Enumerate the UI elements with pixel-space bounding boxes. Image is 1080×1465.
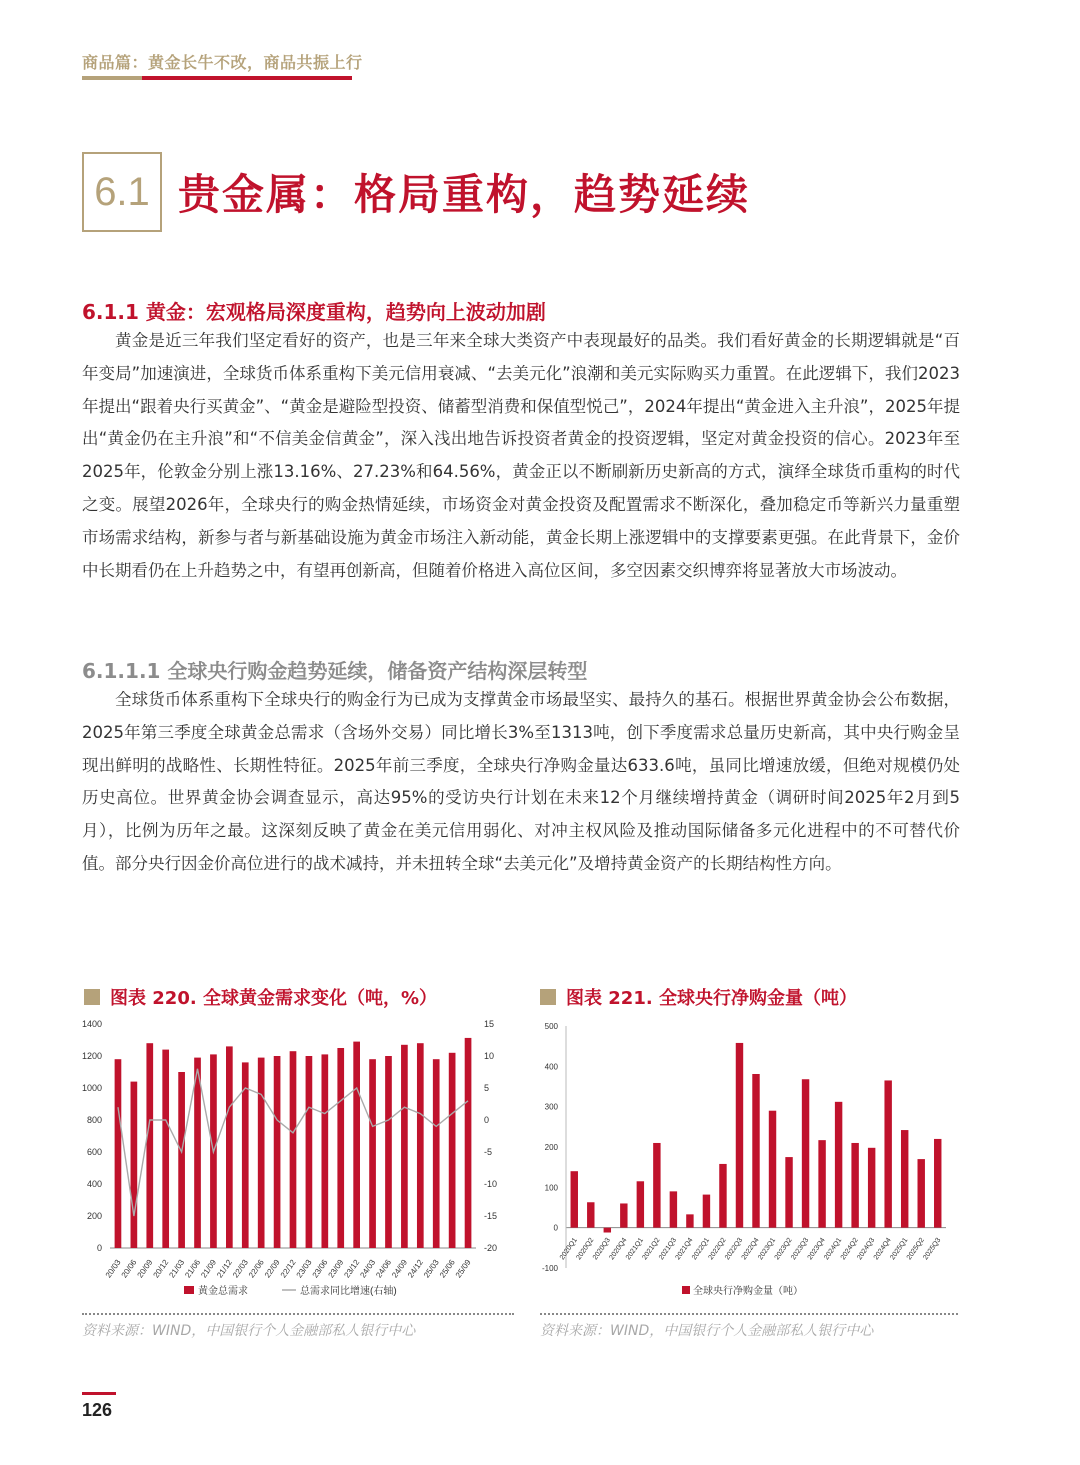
running-header: 商品篇：黄金长牛不改，商品共振上行 bbox=[82, 53, 363, 72]
bar bbox=[369, 1059, 376, 1248]
x-tick-label: 21/09 bbox=[199, 1257, 219, 1280]
x-tick-label: 25/09 bbox=[453, 1257, 473, 1280]
x-tick-label: 2020Q4 bbox=[608, 1236, 629, 1262]
y-left-tick-label: 1400 bbox=[81, 1019, 102, 1029]
chart-220-title bbox=[84, 984, 437, 1010]
divider bbox=[540, 1313, 958, 1315]
x-tick-label: 23/09 bbox=[326, 1257, 346, 1280]
bar bbox=[401, 1045, 408, 1248]
bar bbox=[637, 1181, 644, 1227]
x-tick-label: 23/12 bbox=[342, 1257, 362, 1280]
y-right-tick-label: 0 bbox=[484, 1115, 490, 1125]
bar bbox=[802, 1079, 809, 1227]
y-left-tick-label: 200 bbox=[86, 1211, 102, 1221]
bar bbox=[769, 1111, 776, 1228]
x-tick-label: 2025Q2 bbox=[905, 1236, 926, 1262]
page-number-rule bbox=[82, 1392, 116, 1395]
x-tick-label: 24/12 bbox=[406, 1257, 425, 1280]
x-tick-label: 20/06 bbox=[119, 1257, 139, 1280]
subsection-heading: 6.1.1.1 全球央行购金趋势延续，储备资产结构深层转型 bbox=[82, 659, 588, 683]
bar bbox=[353, 1042, 360, 1248]
x-tick-label: 2021Q1 bbox=[624, 1236, 645, 1262]
x-tick-label: 2022Q2 bbox=[707, 1236, 728, 1262]
x-tick-label: 2024Q4 bbox=[872, 1236, 893, 1262]
header-rule-gold bbox=[82, 76, 142, 80]
y-left-tick-label: 600 bbox=[86, 1147, 102, 1157]
bar bbox=[587, 1202, 594, 1227]
x-tick-label: 2022Q4 bbox=[740, 1236, 761, 1262]
x-tick-label: 2020Q2 bbox=[575, 1236, 596, 1262]
bar bbox=[290, 1051, 297, 1248]
x-tick-label: 25/06 bbox=[437, 1257, 457, 1280]
y-tick-label: -100 bbox=[541, 1264, 558, 1273]
bar bbox=[686, 1214, 693, 1227]
bar bbox=[934, 1139, 941, 1228]
chart-central-bank-purchases bbox=[536, 1012, 956, 1307]
x-tick-label: 21/12 bbox=[215, 1257, 234, 1280]
x-tick-label: 22/03 bbox=[231, 1257, 250, 1280]
y-right-tick-label: 5 bbox=[484, 1083, 490, 1093]
x-tick-label: 2025Q3 bbox=[922, 1236, 943, 1262]
bar bbox=[449, 1053, 456, 1248]
bar bbox=[670, 1191, 677, 1227]
y-tick-label: 300 bbox=[544, 1102, 558, 1112]
y-tick-label: 500 bbox=[544, 1022, 558, 1031]
legend-label: 黄金总需求 bbox=[198, 1286, 248, 1297]
chart-220-source: 资料来源：WIND，中国银行个人金融部私人银行中心 bbox=[82, 1323, 416, 1339]
legend-label: 全球央行净购金量（吨） bbox=[693, 1286, 803, 1297]
bar bbox=[226, 1046, 233, 1248]
divider bbox=[82, 1313, 514, 1315]
bar bbox=[604, 1228, 611, 1233]
title-marker-icon bbox=[84, 989, 100, 1005]
bar bbox=[918, 1159, 925, 1228]
chart-gold-demand bbox=[78, 1012, 518, 1307]
x-tick-label: 2023Q3 bbox=[790, 1236, 811, 1262]
y-left-tick-label: 1000 bbox=[81, 1083, 102, 1093]
x-tick-label: 24/03 bbox=[358, 1257, 378, 1280]
y-right-tick-label: -10 bbox=[484, 1179, 498, 1189]
chart-221-source: 资料来源：WIND，中国银行个人金融部私人银行中心 bbox=[540, 1323, 874, 1339]
bar bbox=[306, 1056, 313, 1248]
y-left-tick-label: 1200 bbox=[81, 1051, 102, 1061]
x-tick-label: 2020Q1 bbox=[558, 1236, 579, 1262]
bar bbox=[417, 1043, 424, 1248]
chart-221-title-text: 图表 221. 全球央行净购金量（吨） bbox=[566, 988, 857, 1009]
bar bbox=[736, 1043, 743, 1228]
bar bbox=[851, 1143, 858, 1228]
chart-220-title-text: 图表 220. 全球黄金需求变化（吨，%） bbox=[110, 988, 437, 1009]
y-left-tick-label: 400 bbox=[86, 1179, 102, 1189]
bar bbox=[146, 1043, 153, 1248]
x-tick-label: 2022Q1 bbox=[691, 1236, 712, 1262]
y-left-tick-label: 0 bbox=[96, 1243, 102, 1253]
x-tick-label: 2024Q1 bbox=[823, 1236, 844, 1262]
section-heading: 6.1.1 黄金：宏观格局深度重构，趋势向上波动加剧 bbox=[82, 300, 546, 324]
bar bbox=[131, 1082, 138, 1248]
x-tick-label: 23/06 bbox=[310, 1257, 330, 1280]
x-tick-label: 2024Q2 bbox=[839, 1236, 860, 1262]
chart-221-title bbox=[540, 984, 857, 1010]
subsection-paragraph: 全球货币体系重构下全球央行的购金行为已成为支撑黄金市场最坚实、最持久的基石。根据世界黄金协会公布数据，2025年第三季度全球黄金总需求（含场外交易）同比增长3%至1313吨，创下季度需求总量历史新高，其中央行购金呈现出鲜明的战略性、长期性特征。2025年前三季度，全球央行净购金量达633.6吨，虽同比增速放缓，但绝对规模仍处历史高位。世界黄金协会调查显示，高达95%的受访央行计划在未来12个月继续增持黄金（调研时间2025年2月到5月），比例为历年之最。这深刻反映了黄金在美元信用弱化、对冲主权风险及推动国际储备多元化进程中的不可替代价值。部分央行因金价高位进行的战术减持，并未扭转全球“去美元化”及增持黄金资产的长期结构性方向。 bbox=[82, 690, 960, 873]
x-tick-label: 22/12 bbox=[278, 1257, 298, 1280]
x-tick-label: 2024Q3 bbox=[856, 1236, 877, 1262]
bar bbox=[115, 1059, 122, 1248]
bar bbox=[719, 1164, 726, 1228]
y-tick-label: 100 bbox=[544, 1183, 558, 1193]
x-tick-label: 2020Q3 bbox=[591, 1236, 612, 1262]
bar bbox=[884, 1080, 891, 1227]
bar bbox=[258, 1058, 265, 1248]
x-tick-label: 2021Q3 bbox=[658, 1236, 679, 1262]
bar bbox=[835, 1102, 842, 1228]
bar bbox=[433, 1059, 440, 1248]
page-number: 126 bbox=[82, 1400, 113, 1420]
chapter-title: 贵金属：格局重构，趋势延续 bbox=[178, 170, 751, 219]
bar bbox=[194, 1058, 201, 1248]
y-tick-label: 400 bbox=[544, 1062, 558, 1072]
bar bbox=[752, 1074, 759, 1228]
x-tick-label: 22/09 bbox=[262, 1257, 282, 1280]
x-tick-label: 21/06 bbox=[183, 1257, 203, 1280]
y-left-tick-label: 800 bbox=[86, 1115, 102, 1125]
bar bbox=[703, 1195, 710, 1228]
x-tick-label: 2023Q2 bbox=[773, 1236, 794, 1262]
x-tick-label: 24/09 bbox=[390, 1257, 410, 1280]
x-tick-label: 20/09 bbox=[135, 1257, 155, 1280]
bar bbox=[321, 1054, 328, 1248]
x-tick-label: 20/12 bbox=[151, 1257, 171, 1280]
bar bbox=[385, 1056, 392, 1248]
y-right-tick-label: 15 bbox=[484, 1019, 495, 1029]
header-rule-red bbox=[142, 76, 352, 80]
y-right-tick-label: 10 bbox=[484, 1051, 495, 1061]
x-tick-label: 2021Q4 bbox=[674, 1236, 695, 1262]
x-tick-label: 2022Q3 bbox=[724, 1236, 745, 1262]
bar bbox=[901, 1130, 908, 1228]
bar bbox=[337, 1048, 344, 1248]
x-tick-label: 2025Q1 bbox=[889, 1236, 910, 1262]
bar bbox=[274, 1056, 281, 1248]
bar bbox=[653, 1143, 660, 1228]
y-tick-label: 200 bbox=[544, 1143, 558, 1152]
x-tick-label: 2023Q1 bbox=[757, 1236, 778, 1262]
legend-swatch-bar bbox=[184, 1286, 194, 1294]
x-tick-label: 24/06 bbox=[374, 1257, 394, 1280]
x-tick-label: 20/03 bbox=[103, 1257, 123, 1280]
x-tick-label: 25/03 bbox=[421, 1257, 441, 1280]
y-right-tick-label: -5 bbox=[484, 1147, 493, 1157]
bar bbox=[178, 1072, 185, 1248]
bar bbox=[571, 1171, 578, 1227]
bar bbox=[465, 1038, 472, 1248]
bar bbox=[818, 1140, 825, 1228]
bar bbox=[162, 1050, 169, 1248]
chapter-number-box bbox=[82, 152, 162, 232]
legend-label: 总需求同比增速(右轴) bbox=[300, 1286, 397, 1297]
bar bbox=[868, 1148, 875, 1228]
title-marker-icon bbox=[540, 989, 556, 1005]
x-tick-label: 21/03 bbox=[167, 1257, 187, 1280]
legend-swatch-bar bbox=[682, 1286, 690, 1294]
x-tick-label: 22/06 bbox=[246, 1257, 266, 1280]
section-paragraph: 黄金是近三年我们坚定看好的资产，也是三年来全球大类资产中表现最好的品类。我们看好黄金的长期逻辑就是“百年变局”加速演进，全球货币体系重构下美元信用衰减、“去美元化”浪潮和美元实际购买力重置。在此逻辑下，我们2023年提出“跟着央行买黄金”、“黄金是避险型投资、储蓄型消费和保值型悦己”，2024年提出“黄金进入主升浪”，2025年提出“黄金仍在主升浪”和“不信美金信黄金”，深入浅出地告诉投资者黄金的投资逻辑，坚定对黄金投资的信心。2023年至2025年，伦敦金分别上涨13.16%、27.23%和64.56%，黄金正以不断刷新历史新高的方式，演绎全球货币重构的时代之变。展望2026年，全球央行的购金热情延续，市场资金对黄金投资及配置需求不断深化，叠加稳定币等新兴力量重塑市场需求结构，新参与者与新基础设施为黄金市场注入新动能，黄金长期上涨逻辑中的支撑要素更强。在此背景下，金价中长期看仍在上升趋势之中，有望再创新高，但随着价格进入高位区间，多空因素交织博弈将显著放大市场波动。 bbox=[82, 331, 960, 580]
x-tick-label: 2021Q2 bbox=[641, 1236, 662, 1262]
y-tick-label: 0 bbox=[553, 1223, 558, 1233]
x-tick-label: 2023Q4 bbox=[806, 1236, 827, 1262]
y-right-tick-label: -20 bbox=[484, 1243, 498, 1253]
x-tick-label: 23/03 bbox=[294, 1257, 314, 1280]
bar bbox=[620, 1203, 627, 1227]
y-right-tick-label: -15 bbox=[484, 1211, 498, 1221]
bar bbox=[785, 1157, 792, 1228]
chapter-number: 6.1 bbox=[94, 169, 150, 214]
